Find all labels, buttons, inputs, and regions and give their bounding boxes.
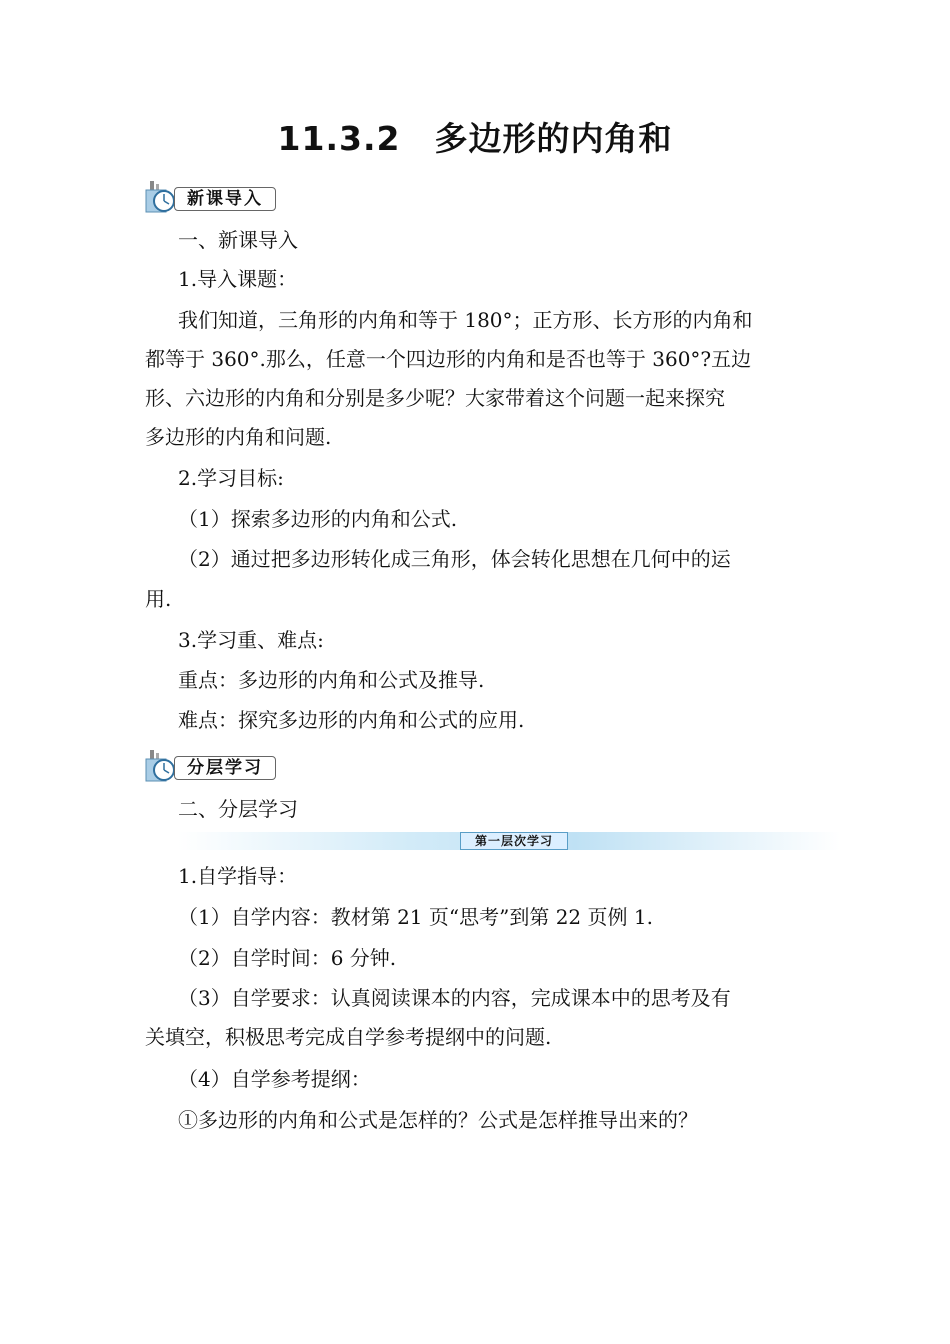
key-point: 重点：多边形的内角和公式及推导. xyxy=(178,668,485,692)
layer-label: 第一层次学习 xyxy=(460,832,568,850)
page-title: 11.3.2 多边形的内角和 xyxy=(277,119,673,158)
subheading: 2.学习目标: xyxy=(178,466,284,490)
list-item: （4）自学参考提纲： xyxy=(178,1067,371,1091)
paragraph-line: 形、六边形的内角和分别是多少呢？大家带着这个问题一起来探究 xyxy=(145,386,725,410)
paragraph-line: 多边形的内角和问题. xyxy=(145,425,332,449)
list-item: （3）自学要求：认真阅读课本的内容，完成课本中的思考及有 xyxy=(178,986,731,1010)
list-item-continuation: 用. xyxy=(145,587,172,611)
section-badge-new-lesson xyxy=(144,180,276,214)
list-item-continuation: 关填空，积极思考完成自学参考提纲中的问题. xyxy=(145,1025,552,1049)
section-badge-label: 新课导入 xyxy=(174,187,276,211)
section-heading: 一、新课导入 xyxy=(178,228,298,252)
question-item: ①多边形的内角和公式是怎样的？公式是怎样推导出来的？ xyxy=(178,1108,698,1132)
list-item: （2）自学时间：6 分钟. xyxy=(178,946,397,970)
list-item: （1）自学内容：教材第 21 页“思考”到第 22 页例 1. xyxy=(178,905,653,929)
section-badge-layered-learning xyxy=(144,749,276,783)
subheading: 1.自学指导： xyxy=(178,864,298,888)
section-badge-label: 分层学习 xyxy=(174,756,276,780)
paragraph-line: 都等于 360°.那么，任意一个四边形的内角和是否也等于 360°?五边 xyxy=(145,347,752,371)
section-heading: 二、分层学习 xyxy=(178,797,298,821)
list-item: （1）探索多边形的内角和公式. xyxy=(178,507,458,531)
subheading: 3.学习重、难点: xyxy=(178,628,324,652)
subheading: 1.导入课题： xyxy=(178,267,298,291)
difficulty-point: 难点：探究多边形的内角和公式的应用. xyxy=(178,708,525,732)
list-item: （2）通过把多边形转化成三角形，体会转化思想在几何中的运 xyxy=(178,547,731,571)
paragraph-line: 我们知道，三角形的内角和等于 180°；正方形、长方形的内角和 xyxy=(178,308,753,332)
